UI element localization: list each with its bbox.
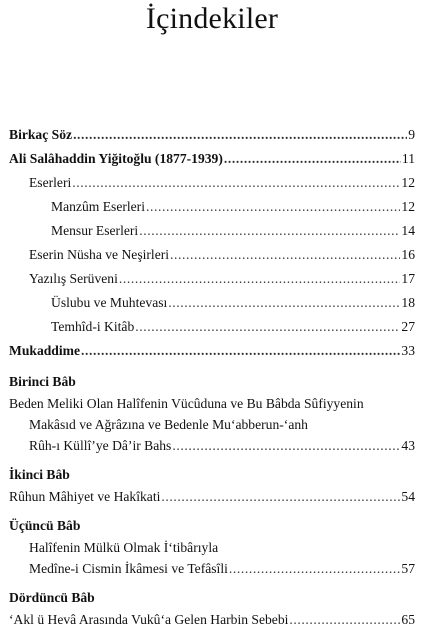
toc-entry-title: Üslubu ve Muhtevası <box>51 295 168 310</box>
section-heading-birinci-bab: Birinci Bâb <box>9 374 76 389</box>
toc-entry-page: 27 <box>401 319 415 334</box>
toc-entry-title: Eserin Nüsha ve Neşirleri <box>29 247 170 262</box>
section-line: Halîfenin Mülkü Olmak İ‘tibârıyla <box>29 540 219 555</box>
toc-entry-title: Mensur Eserleri <box>51 223 139 238</box>
dot-leader <box>161 486 400 507</box>
toc-entry-page: 17 <box>401 271 415 286</box>
page-title: İçindekiler <box>145 2 279 35</box>
toc-entry-birkac-soz[interactable] <box>9 123 415 147</box>
toc-entry-page: 9 <box>408 127 415 142</box>
toc-entry-ruh-i-kulli[interactable] <box>9 435 415 456</box>
toc-entry-title: Yazılış Serüveni <box>29 271 118 286</box>
toc-entry-page: 65 <box>401 612 415 627</box>
toc-entry-page: 33 <box>401 343 415 358</box>
dot-leader <box>168 291 400 315</box>
section-line: Beden Meliki Olan Halîfenin Vücûduna ve Bu Bâbda Sûfiyyenin <box>9 396 364 411</box>
toc-entry-title: ‘Akl ü Hevâ Arasında Vukû‘a Gelen Harbin Sebebi <box>9 612 289 627</box>
toc-entry-page: 54 <box>401 489 415 504</box>
toc-entry-page: 18 <box>401 295 415 310</box>
dot-leader <box>139 219 400 243</box>
dot-leader <box>72 171 400 195</box>
dot-leader <box>146 195 400 219</box>
spacer <box>9 363 415 369</box>
toc-entry-mukaddime[interactable] <box>9 339 415 363</box>
table-of-contents <box>9 123 415 630</box>
toc-entry-ali-salahaddin[interactable] <box>9 147 415 171</box>
toc-entry-title: Temhîd-i Kitâb <box>51 319 135 334</box>
toc-entry-title: Rûhun Mâhiyet ve Hakîkati <box>9 489 161 504</box>
dot-leader <box>170 243 400 267</box>
toc-entry-mensur-eserleri[interactable] <box>9 219 415 243</box>
toc-entry-page: 14 <box>401 223 415 238</box>
toc-entry-page: 12 <box>401 175 415 190</box>
toc-entry-page: 12 <box>401 199 415 214</box>
toc-entry-title: Medîne-i Cismin İkâmesi ve Tefâsîli <box>29 561 228 576</box>
dot-leader <box>229 558 401 579</box>
dot-leader <box>119 267 401 291</box>
toc-entry-nusha-nesir[interactable] <box>9 243 415 267</box>
dot-leader <box>81 339 400 363</box>
toc-entry-title: Ali Salâhaddin Yiğitoğlu (1877-1939) <box>9 151 223 166</box>
dot-leader <box>289 609 400 630</box>
toc-entry-temhid[interactable] <box>9 315 415 339</box>
section-line: Makâsıd ve Ağrâzına ve Bedenle Mu‘abberun-‘anh <box>29 417 308 432</box>
toc-entry-yazilis-seruveni[interactable] <box>9 267 415 291</box>
dot-leader <box>73 123 407 147</box>
toc-entry-manzum-eserleri[interactable] <box>9 195 415 219</box>
toc-entry-title: Birkaç Söz <box>9 127 73 142</box>
toc-entry-akl-u-heva[interactable] <box>9 609 415 630</box>
toc-entry-eserleri[interactable] <box>9 171 415 195</box>
toc-entry-page: 16 <box>401 247 415 262</box>
toc-entry-title: Eserleri <box>29 175 72 190</box>
toc-entry-page: 11 <box>401 151 415 166</box>
toc-entry-title: Manzûm Eserleri <box>51 199 145 214</box>
toc-entry-page: 43 <box>401 438 415 453</box>
toc-entry-ruhun-mahiyet[interactable] <box>9 486 415 507</box>
toc-entry-title: Mukaddime <box>9 343 81 358</box>
dot-leader <box>135 315 400 339</box>
dot-leader <box>172 435 400 456</box>
section-heading-ikinci-bab: İkinci Bâb <box>9 467 70 482</box>
toc-entry-uslubu[interactable] <box>9 291 415 315</box>
toc-entry-title: Rûh-ı Küllî’ye Dâ’ir Bahs <box>29 438 172 453</box>
toc-entry-page: 57 <box>401 561 415 576</box>
dot-leader <box>224 147 401 171</box>
section-heading-ucuncu-bab: Üçüncü Bâb <box>9 518 81 533</box>
section-heading-dorduncu-bab: Dördüncü Bâb <box>9 590 95 605</box>
toc-entry-medine-i-cism[interactable] <box>9 558 415 579</box>
